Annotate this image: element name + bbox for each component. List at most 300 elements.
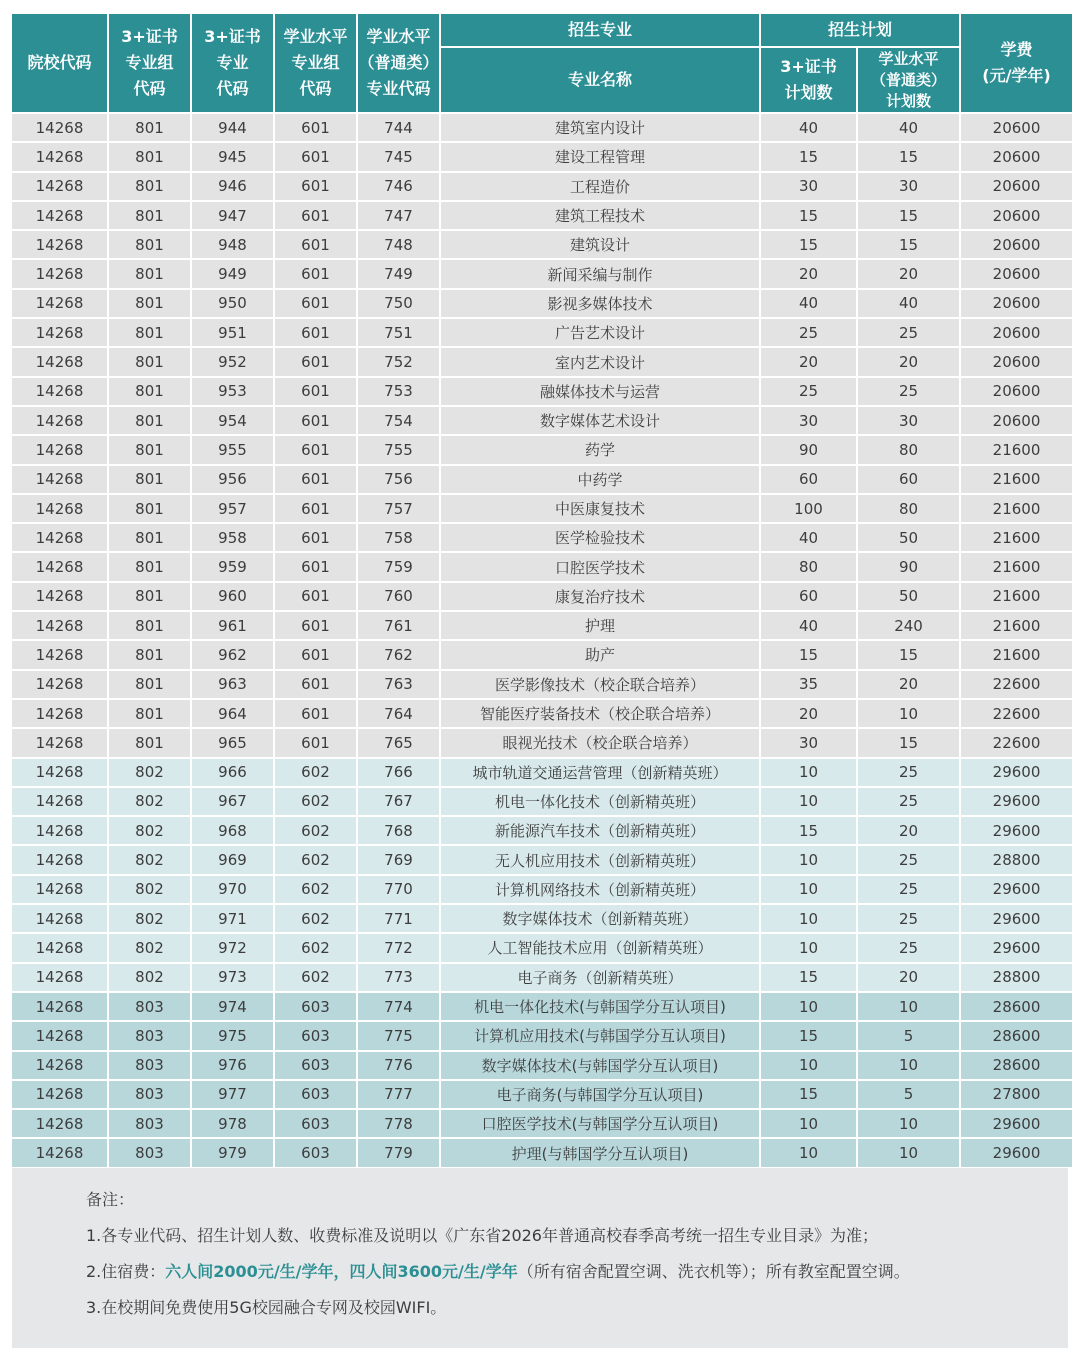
level-group-code-cell: 602: [275, 934, 356, 961]
level-group-code-cell: 601: [275, 524, 356, 551]
level-code-cell: 751: [358, 319, 439, 346]
group-code-cell: 801: [109, 466, 190, 493]
school-code-cell: 14268: [12, 1110, 107, 1137]
plan-cert-cell: 15: [761, 202, 856, 229]
table-row: [12, 993, 1072, 1020]
major-name-cell: 建筑设计: [441, 231, 759, 258]
group-code-cell: 801: [109, 583, 190, 610]
table-row: [12, 173, 1072, 200]
level-code-cell: 759: [358, 553, 439, 580]
level-group-code-cell: 601: [275, 143, 356, 170]
table-row: [12, 378, 1072, 405]
level-code-cell: 778: [358, 1110, 439, 1137]
cert-code-cell: 976: [192, 1052, 273, 1079]
major-name-cell: 建筑室内设计: [441, 114, 759, 141]
note-2-prefix: 2.住宿费：: [86, 1262, 166, 1281]
level-code-cell: 764: [358, 700, 439, 727]
plan-level-cell: 15: [858, 202, 959, 229]
plan-level-cell: 10: [858, 1110, 959, 1137]
school-code-cell: 14268: [12, 612, 107, 639]
table-header: [12, 14, 1072, 112]
table-row: [12, 143, 1072, 170]
school-code-cell: 14268: [12, 934, 107, 961]
level-code-cell: 746: [358, 173, 439, 200]
table-row: [12, 114, 1072, 141]
school-code-cell: 14268: [12, 114, 107, 141]
plan-cert-cell: 40: [761, 524, 856, 551]
level-code-cell: 765: [358, 729, 439, 756]
group-code-cell: 803: [109, 1052, 190, 1079]
major-name-cell: 建筑工程技术: [441, 202, 759, 229]
plan-cert-cell: 60: [761, 583, 856, 610]
fee-cell: 21600: [961, 495, 1072, 522]
table-row: [12, 202, 1072, 229]
cert-code-cell: 952: [192, 348, 273, 375]
level-group-code-cell: 601: [275, 231, 356, 258]
cert-code-cell: 966: [192, 759, 273, 786]
cert-code-cell: 955: [192, 436, 273, 463]
level-group-code-cell: 602: [275, 788, 356, 815]
plan-level-cell: 40: [858, 290, 959, 317]
table-row: [12, 466, 1072, 493]
cert-code-cell: 957: [192, 495, 273, 522]
plan-cert-cell: 20: [761, 348, 856, 375]
major-name-cell: 助产: [441, 641, 759, 668]
group-code-cell: 802: [109, 905, 190, 932]
plan-level-cell: 25: [858, 876, 959, 903]
fee-cell: 29600: [961, 1139, 1072, 1166]
major-name-cell: 人工智能技术应用（创新精英班）: [441, 934, 759, 961]
cert-code-cell: 970: [192, 876, 273, 903]
cert-code-cell: 959: [192, 553, 273, 580]
school-code-cell: 14268: [12, 700, 107, 727]
table-row: [12, 641, 1072, 668]
note-2-highlight: 六人间2000元/生/学年，四人间3600元/生/学年: [165, 1262, 518, 1281]
enrollment-table-container: [12, 12, 1068, 1169]
level-code-cell: 768: [358, 817, 439, 844]
level-group-code-cell: 601: [275, 378, 356, 405]
header-level-code: 学业水平 （普通类） 专业代码: [358, 14, 439, 112]
group-code-cell: 802: [109, 788, 190, 815]
level-group-code-cell: 602: [275, 817, 356, 844]
table-row: [12, 964, 1072, 991]
header-plan-level: 学业水平 （普通类） 计划数: [858, 48, 959, 112]
major-name-cell: 眼视光技术（校企联合培养）: [441, 729, 759, 756]
group-code-cell: 801: [109, 700, 190, 727]
school-code-cell: 14268: [12, 466, 107, 493]
cert-code-cell: 963: [192, 671, 273, 698]
cert-code-cell: 947: [192, 202, 273, 229]
plan-cert-cell: 30: [761, 729, 856, 756]
fee-cell: 20600: [961, 319, 1072, 346]
school-code-cell: 14268: [12, 876, 107, 903]
table-row: [12, 260, 1072, 287]
plan-cert-cell: 40: [761, 114, 856, 141]
plan-cert-cell: 10: [761, 1139, 856, 1166]
plan-cert-cell: 40: [761, 612, 856, 639]
note-1: 1.各专业代码、招生计划人数、收费标准及说明以《广东省2026年普通高校春季高考统一招生专业目录》为准；: [86, 1226, 878, 1245]
group-code-cell: 801: [109, 641, 190, 668]
major-name-cell: 医学检验技术: [441, 524, 759, 551]
plan-level-cell: 10: [858, 1052, 959, 1079]
level-group-code-cell: 601: [275, 612, 356, 639]
plan-level-cell: 20: [858, 671, 959, 698]
major-name-cell: 医学影像技术（校企联合培养）: [441, 671, 759, 698]
plan-level-cell: 10: [858, 993, 959, 1020]
level-code-cell: 774: [358, 993, 439, 1020]
fee-cell: 21600: [961, 436, 1072, 463]
school-code-cell: 14268: [12, 436, 107, 463]
group-code-cell: 801: [109, 495, 190, 522]
group-code-cell: 801: [109, 260, 190, 287]
note-2-suffix: （所有宿舍配置空调、洗衣机等）；所有教室配置空调。: [517, 1262, 910, 1281]
group-code-cell: 802: [109, 934, 190, 961]
plan-cert-cell: 10: [761, 1110, 856, 1137]
cert-code-cell: 953: [192, 378, 273, 405]
school-code-cell: 14268: [12, 1022, 107, 1049]
fee-cell: 29600: [961, 788, 1072, 815]
school-code-cell: 14268: [12, 993, 107, 1020]
level-code-cell: 779: [358, 1139, 439, 1166]
level-code-cell: 770: [358, 876, 439, 903]
cert-code-cell: 978: [192, 1110, 273, 1137]
level-group-code-cell: 601: [275, 700, 356, 727]
school-code-cell: 14268: [12, 407, 107, 434]
fee-cell: 28800: [961, 964, 1072, 991]
level-code-cell: 776: [358, 1052, 439, 1079]
school-code-cell: 14268: [12, 290, 107, 317]
major-name-cell: 无人机应用技术（创新精英班）: [441, 846, 759, 873]
plan-cert-cell: 10: [761, 759, 856, 786]
fee-cell: 28600: [961, 993, 1072, 1020]
major-name-cell: 护理(与韩国学分互认项目): [441, 1139, 759, 1166]
major-name-cell: 计算机网络技术（创新精英班）: [441, 876, 759, 903]
school-code-cell: 14268: [12, 260, 107, 287]
cert-code-cell: 961: [192, 612, 273, 639]
table-row: [12, 1110, 1072, 1137]
group-code-cell: 801: [109, 524, 190, 551]
major-name-cell: 数字媒体艺术设计: [441, 407, 759, 434]
school-code-cell: 14268: [12, 524, 107, 551]
fee-cell: 29600: [961, 905, 1072, 932]
header-major-name: 专业名称: [441, 48, 759, 112]
level-code-cell: 756: [358, 466, 439, 493]
plan-level-cell: 5: [858, 1081, 959, 1108]
cert-code-cell: 973: [192, 964, 273, 991]
major-name-cell: 中药学: [441, 466, 759, 493]
group-code-cell: 802: [109, 876, 190, 903]
major-name-cell: 机电一体化技术(与韩国学分互认项目): [441, 993, 759, 1020]
plan-cert-cell: 10: [761, 846, 856, 873]
school-code-cell: 14268: [12, 553, 107, 580]
group-code-cell: 801: [109, 290, 190, 317]
major-name-cell: 计算机应用技术(与韩国学分互认项目): [441, 1022, 759, 1049]
level-code-cell: 755: [358, 436, 439, 463]
plan-cert-cell: 90: [761, 436, 856, 463]
plan-level-cell: 25: [858, 846, 959, 873]
school-code-cell: 14268: [12, 173, 107, 200]
level-code-cell: 747: [358, 202, 439, 229]
major-name-cell: 工程造价: [441, 173, 759, 200]
table-row: [12, 671, 1072, 698]
major-name-cell: 机电一体化技术（创新精英班）: [441, 788, 759, 815]
level-code-cell: 777: [358, 1081, 439, 1108]
cert-code-cell: 968: [192, 817, 273, 844]
plan-cert-cell: 15: [761, 964, 856, 991]
cert-code-cell: 946: [192, 173, 273, 200]
group-code-cell: 801: [109, 348, 190, 375]
header-plan-cert: 3+证书 计划数: [761, 48, 856, 112]
fee-cell: 29600: [961, 934, 1072, 961]
plan-level-cell: 15: [858, 143, 959, 170]
school-code-cell: 14268: [12, 641, 107, 668]
plan-cert-cell: 15: [761, 641, 856, 668]
cert-code-cell: 954: [192, 407, 273, 434]
table-row: [12, 817, 1072, 844]
table-row: [12, 905, 1072, 932]
table-row: [12, 1081, 1072, 1108]
group-code-cell: 803: [109, 1139, 190, 1166]
school-code-cell: 14268: [12, 202, 107, 229]
school-code-cell: 14268: [12, 348, 107, 375]
plan-cert-cell: 10: [761, 1052, 856, 1079]
cert-code-cell: 977: [192, 1081, 273, 1108]
group-code-cell: 801: [109, 407, 190, 434]
school-code-cell: 14268: [12, 495, 107, 522]
plan-level-cell: 20: [858, 348, 959, 375]
school-code-cell: 14268: [12, 729, 107, 756]
school-code-cell: 14268: [12, 231, 107, 258]
major-name-cell: 药学: [441, 436, 759, 463]
plan-cert-cell: 20: [761, 260, 856, 287]
level-group-code-cell: 601: [275, 671, 356, 698]
fee-cell: 21600: [961, 553, 1072, 580]
fee-cell: 20600: [961, 378, 1072, 405]
table-row: [12, 876, 1072, 903]
level-group-code-cell: 601: [275, 466, 356, 493]
level-code-cell: 745: [358, 143, 439, 170]
level-code-cell: 761: [358, 612, 439, 639]
plan-level-cell: 20: [858, 964, 959, 991]
level-code-cell: 772: [358, 934, 439, 961]
plan-level-cell: 15: [858, 641, 959, 668]
plan-cert-cell: 15: [761, 1022, 856, 1049]
fee-cell: 20600: [961, 231, 1072, 258]
school-code-cell: 14268: [12, 1139, 107, 1166]
plan-level-cell: 240: [858, 612, 959, 639]
major-name-cell: 电子商务(与韩国学分互认项目): [441, 1081, 759, 1108]
table-row: [12, 436, 1072, 463]
plan-level-cell: 30: [858, 407, 959, 434]
school-code-cell: 14268: [12, 817, 107, 844]
cert-code-cell: 950: [192, 290, 273, 317]
header-cert-code: 3+证书 专业 代码: [192, 14, 273, 112]
major-name-cell: 城市轨道交通运营管理（创新精英班）: [441, 759, 759, 786]
school-code-cell: 14268: [12, 319, 107, 346]
level-group-code-cell: 602: [275, 759, 356, 786]
note-3: 3.在校期间免费使用5G校园融合专网及校园WIFI。: [86, 1298, 447, 1317]
cert-code-cell: 944: [192, 114, 273, 141]
cert-code-cell: 945: [192, 143, 273, 170]
group-code-cell: 801: [109, 114, 190, 141]
school-code-cell: 14268: [12, 1081, 107, 1108]
plan-cert-cell: 25: [761, 319, 856, 346]
header-level-group-code: 学业水平 专业组 代码: [275, 14, 356, 112]
level-group-code-cell: 601: [275, 495, 356, 522]
major-name-cell: 数字媒体技术（创新精英班）: [441, 905, 759, 932]
fee-cell: 20600: [961, 407, 1072, 434]
plan-level-cell: 80: [858, 436, 959, 463]
fee-cell: 21600: [961, 466, 1072, 493]
group-code-cell: 801: [109, 553, 190, 580]
table-row: [12, 319, 1072, 346]
level-group-code-cell: 601: [275, 407, 356, 434]
fee-cell: 20600: [961, 143, 1072, 170]
fee-cell: 27800: [961, 1081, 1072, 1108]
group-code-cell: 801: [109, 378, 190, 405]
major-name-cell: 中医康复技术: [441, 495, 759, 522]
fee-cell: 22600: [961, 671, 1072, 698]
school-code-cell: 14268: [12, 905, 107, 932]
level-code-cell: 763: [358, 671, 439, 698]
header-group-code: 3+证书 专业组 代码: [109, 14, 190, 112]
table-row: [12, 407, 1072, 434]
group-code-cell: 802: [109, 759, 190, 786]
cert-code-cell: 969: [192, 846, 273, 873]
cert-code-cell: 975: [192, 1022, 273, 1049]
cert-code-cell: 974: [192, 993, 273, 1020]
fee-cell: 20600: [961, 202, 1072, 229]
major-name-cell: 新闻采编与制作: [441, 260, 759, 287]
school-code-cell: 14268: [12, 671, 107, 698]
fee-cell: 29600: [961, 817, 1072, 844]
plan-level-cell: 25: [858, 378, 959, 405]
table-row: [12, 524, 1072, 551]
plan-level-cell: 5: [858, 1022, 959, 1049]
level-group-code-cell: 602: [275, 905, 356, 932]
plan-cert-cell: 100: [761, 495, 856, 522]
major-name-cell: 康复治疗技术: [441, 583, 759, 610]
school-code-cell: 14268: [12, 143, 107, 170]
cert-code-cell: 965: [192, 729, 273, 756]
level-code-cell: 753: [358, 378, 439, 405]
group-code-cell: 802: [109, 817, 190, 844]
cert-code-cell: 972: [192, 934, 273, 961]
fee-cell: 20600: [961, 260, 1072, 287]
table-row: [12, 1052, 1072, 1079]
table-row: [12, 495, 1072, 522]
group-code-cell: 801: [109, 143, 190, 170]
cert-code-cell: 948: [192, 231, 273, 258]
level-group-code-cell: 602: [275, 964, 356, 991]
notes-title: 备注：: [86, 1190, 135, 1209]
cert-code-cell: 951: [192, 319, 273, 346]
fee-cell: 20600: [961, 348, 1072, 375]
plan-cert-cell: 40: [761, 290, 856, 317]
group-code-cell: 803: [109, 1081, 190, 1108]
plan-level-cell: 80: [858, 495, 959, 522]
fee-cell: 28600: [961, 1022, 1072, 1049]
level-code-cell: 771: [358, 905, 439, 932]
level-code-cell: 766: [358, 759, 439, 786]
fee-cell: 22600: [961, 700, 1072, 727]
plan-level-cell: 25: [858, 319, 959, 346]
header-plan-group: 招生计划: [761, 14, 959, 46]
level-group-code-cell: 601: [275, 202, 356, 229]
major-name-cell: 广告艺术设计: [441, 319, 759, 346]
fee-cell: 29600: [961, 1110, 1072, 1137]
cert-code-cell: 967: [192, 788, 273, 815]
note-2: [86, 1258, 1068, 1294]
level-code-cell: 760: [358, 583, 439, 610]
table-body: [12, 114, 1072, 1167]
level-code-cell: 762: [358, 641, 439, 668]
fee-cell: 20600: [961, 290, 1072, 317]
group-code-cell: 803: [109, 1110, 190, 1137]
plan-cert-cell: 15: [761, 143, 856, 170]
plan-level-cell: 20: [858, 260, 959, 287]
table-row: [12, 700, 1072, 727]
major-name-cell: 室内艺术设计: [441, 348, 759, 375]
cert-code-cell: 962: [192, 641, 273, 668]
header-fee: 学费 (元/学年): [961, 14, 1072, 112]
school-code-cell: 14268: [12, 964, 107, 991]
table-row: [12, 583, 1072, 610]
table-row: [12, 759, 1072, 786]
plan-cert-cell: 80: [761, 553, 856, 580]
table-row: [12, 612, 1072, 639]
school-code-cell: 14268: [12, 759, 107, 786]
group-code-cell: 801: [109, 319, 190, 346]
level-group-code-cell: 601: [275, 348, 356, 375]
level-group-code-cell: 603: [275, 993, 356, 1020]
plan-level-cell: 50: [858, 583, 959, 610]
level-code-cell: 744: [358, 114, 439, 141]
level-group-code-cell: 601: [275, 114, 356, 141]
fee-cell: 29600: [961, 759, 1072, 786]
header-school-code: 院校代码: [12, 14, 107, 112]
group-code-cell: 802: [109, 846, 190, 873]
fee-cell: 21600: [961, 524, 1072, 551]
level-code-cell: 769: [358, 846, 439, 873]
group-code-cell: 803: [109, 993, 190, 1020]
plan-level-cell: 40: [858, 114, 959, 141]
major-name-cell: 电子商务（创新精英班）: [441, 964, 759, 991]
level-group-code-cell: 603: [275, 1081, 356, 1108]
notes-panel: [12, 1168, 1068, 1348]
plan-level-cell: 10: [858, 700, 959, 727]
group-code-cell: 803: [109, 1022, 190, 1049]
level-code-cell: 773: [358, 964, 439, 991]
major-name-cell: 口腔医学技术: [441, 553, 759, 580]
major-name-cell: 护理: [441, 612, 759, 639]
plan-level-cell: 25: [858, 759, 959, 786]
group-code-cell: 801: [109, 202, 190, 229]
table-row: [12, 1139, 1072, 1166]
cert-code-cell: 979: [192, 1139, 273, 1166]
plan-cert-cell: 10: [761, 876, 856, 903]
plan-cert-cell: 15: [761, 231, 856, 258]
table-row: [12, 290, 1072, 317]
plan-cert-cell: 60: [761, 466, 856, 493]
group-code-cell: 801: [109, 612, 190, 639]
level-group-code-cell: 601: [275, 173, 356, 200]
plan-cert-cell: 30: [761, 407, 856, 434]
group-code-cell: 801: [109, 436, 190, 463]
group-code-cell: 801: [109, 231, 190, 258]
plan-level-cell: 15: [858, 231, 959, 258]
plan-cert-cell: 10: [761, 788, 856, 815]
